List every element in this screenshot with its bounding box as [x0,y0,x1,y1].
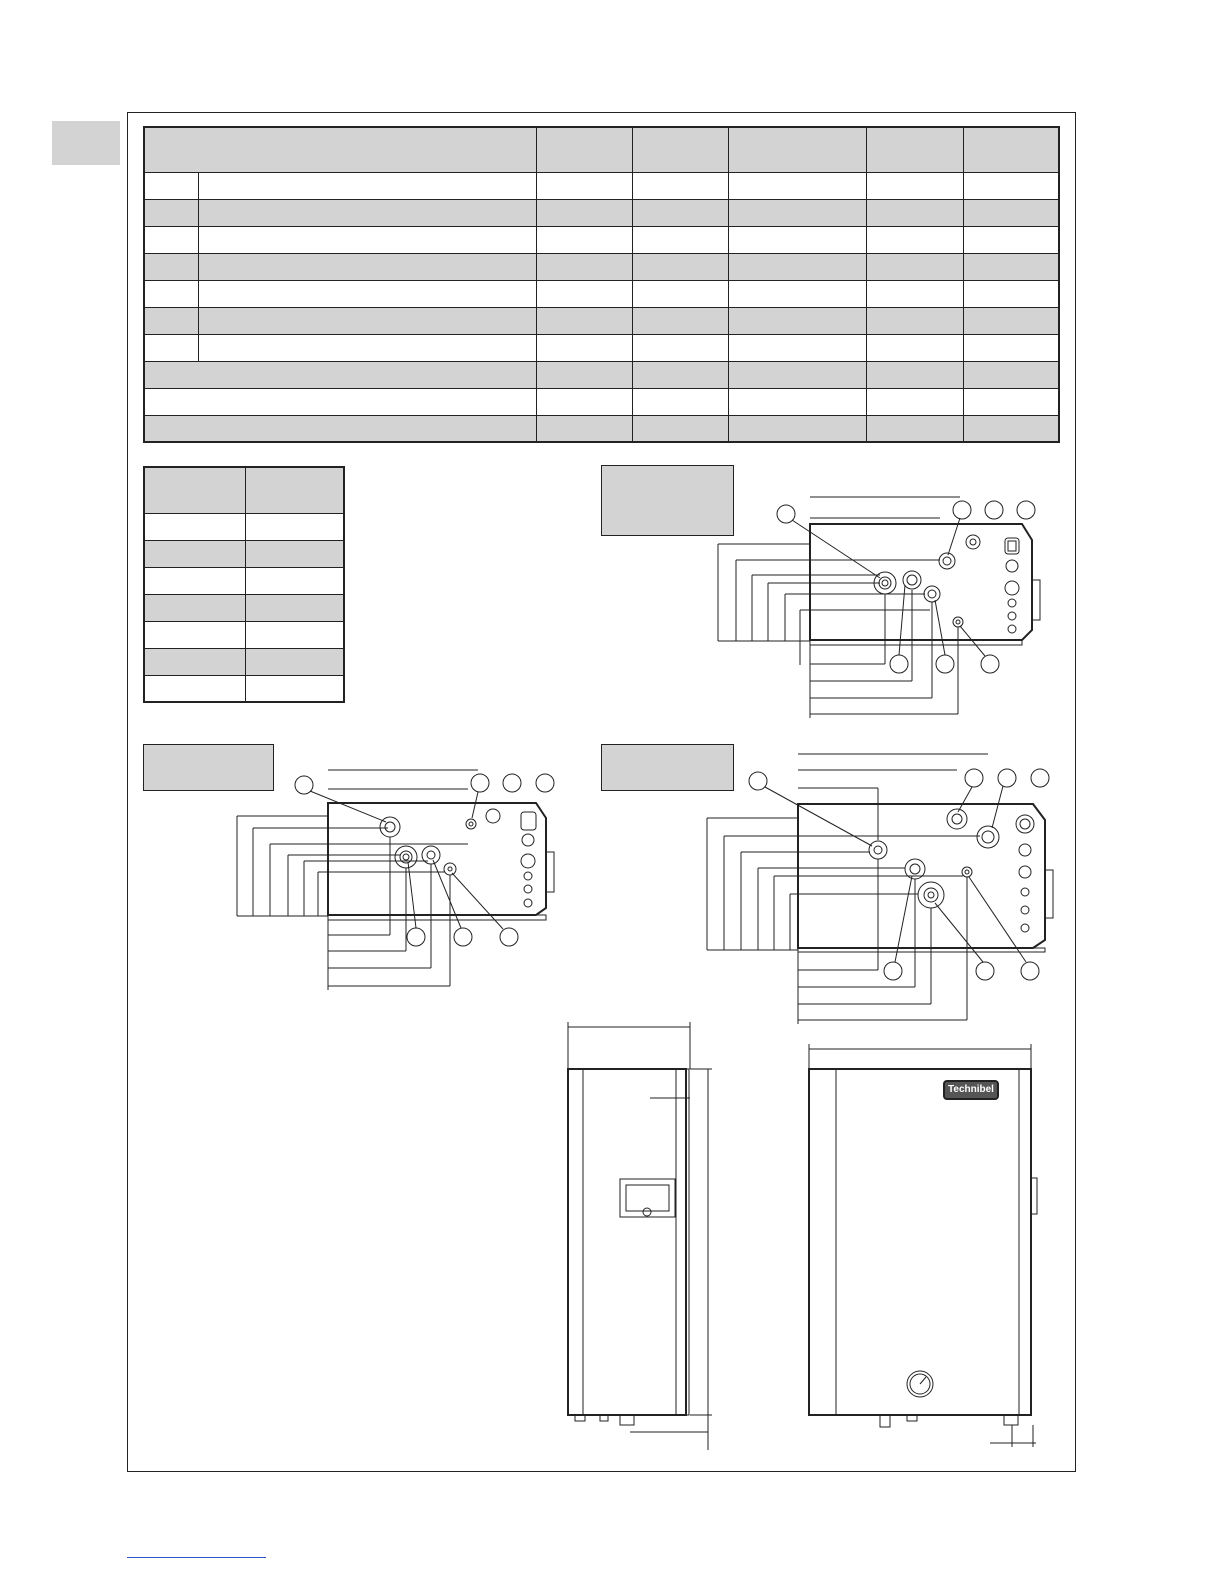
top-view-drawing-3 [707,754,1053,1024]
brand-logo: Technibel [943,1080,999,1100]
footer-link-underline[interactable] [127,1557,266,1558]
top-view-drawing-1 [718,497,1040,718]
front-view-drawing [809,1044,1037,1447]
side-view-drawing [568,1022,712,1450]
top-view-drawing-2 [237,770,554,990]
